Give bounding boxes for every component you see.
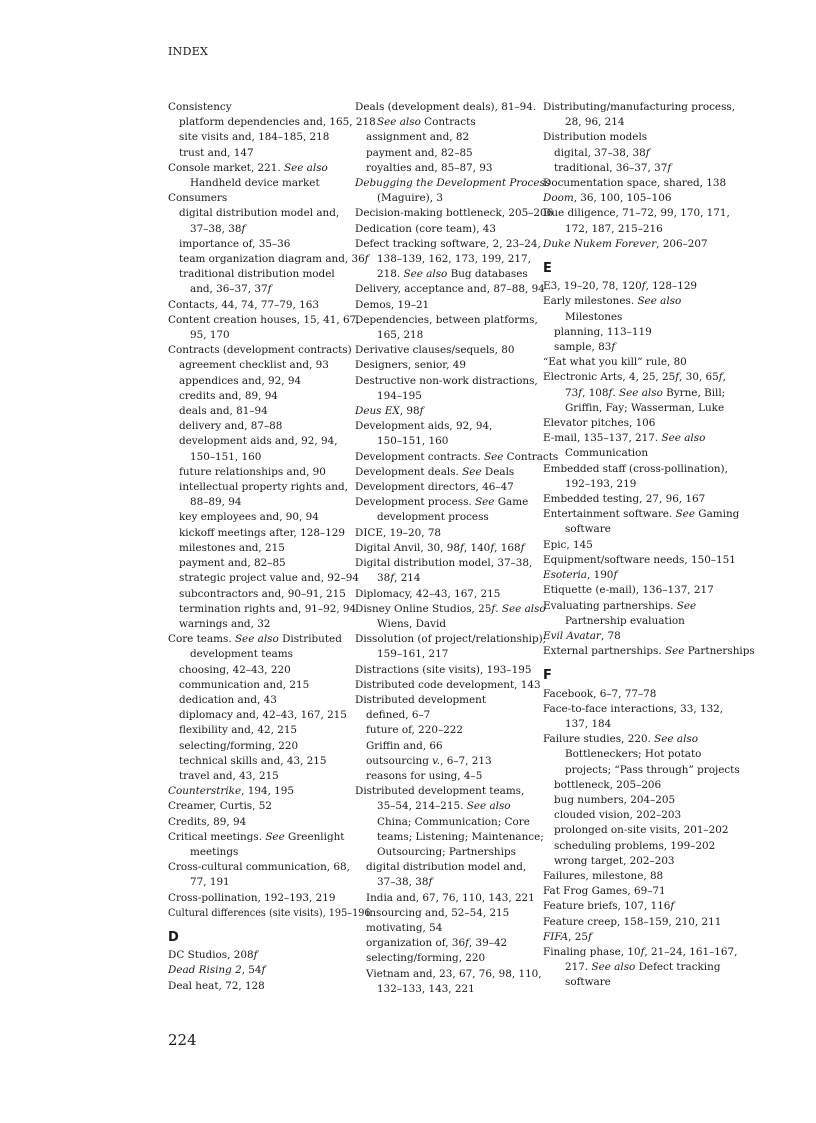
index-subentry: digital distribution model and, [179, 207, 340, 220]
index-entry: Development process. See Game [355, 496, 529, 509]
index-subentry: defined, 6–7 [366, 709, 431, 722]
index-entry: Finaling phase, 10f, 21–24, 161–167, [543, 945, 738, 958]
index-subentry: payment and, 82–85 [366, 146, 473, 159]
index-subentry: India and, 67, 76, 110, 143, 221 [366, 891, 535, 904]
index-entry: Early milestones. See also [543, 295, 682, 308]
index-subentry: traditional distribution model [179, 268, 335, 281]
index-continuation: 138–139, 162, 173, 199, 217, [377, 253, 531, 266]
index-continuation: See also Contracts [377, 116, 476, 129]
index-entry: Doom, 36, 100, 105–106 [543, 192, 672, 205]
index-entry: Cross-cultural communication, 68, [168, 861, 350, 874]
index-continuation: and, 36–37, 37f [190, 283, 272, 296]
index-subentry: team organization diagram and, 36f [179, 253, 369, 266]
index-subentry: organization of, 36f, 39–42 [366, 937, 508, 950]
index-entry: Diplomacy, 42–43, 167, 215 [355, 587, 501, 600]
index-continuation: software [565, 976, 611, 989]
index-subentry: Griffin and, 66 [366, 739, 443, 752]
index-subentry: deals and, 81–94 [179, 405, 268, 418]
index-entry: Distribution models [543, 131, 648, 144]
index-continuation: 159–161, 217 [377, 648, 449, 661]
index-subentry: digital, 37–38, 38f [554, 146, 650, 159]
index-entry: Distributed code development, 143 [355, 678, 541, 691]
index-subentry: sample, 83f [554, 341, 616, 354]
index-subentry: development aids and, 92, 94, [179, 435, 338, 448]
index-subentry: agreement checklist and, 93 [179, 359, 329, 372]
index-column-1 [168, 100, 376, 994]
index-continuation: China; Communication; Core [377, 815, 530, 828]
index-entry: “Eat what you kill” rule, 80 [543, 356, 687, 369]
index-subentry: payment and, 82–85 [179, 557, 286, 570]
index-continuation: Griffin, Fay; Wasserman, Luke [565, 401, 725, 414]
index-subentry: traditional, 36–37, 37f [554, 161, 672, 174]
index-continuation: 28, 96, 214 [565, 116, 625, 129]
running-head: INDEX [168, 45, 209, 58]
index-continuation: 165, 218 [377, 329, 424, 342]
index-entry: Development contracts. See Contracts [355, 450, 559, 463]
index-entry: Evaluating partnerships. See [543, 599, 697, 612]
index-subentry: selecting/forming, 220 [179, 739, 299, 752]
page-number: 224 [168, 1031, 197, 1049]
index-entry: Distributing/manufacturing process, [543, 101, 736, 113]
index-entry: Distractions (site visits), 193–195 [355, 663, 532, 676]
index-entry: Derivative clauses/sequels, 80 [355, 344, 515, 357]
index-continuation: Communication [565, 447, 649, 460]
index-entry: Dead Rising 2, 54f [168, 964, 266, 977]
index-entry: Defect tracking software, 2, 23–24, [355, 237, 541, 250]
index-entry: Console market, 221. See also [168, 161, 328, 174]
index-continuation: projects; “Pass through” projects [565, 763, 740, 776]
index-entry: Content creation houses, 15, 41, 67, [168, 313, 360, 326]
index-entry: Deal heat, 72, 128 [168, 979, 265, 992]
index-continuation: 150–151, 160 [190, 450, 262, 463]
index-entry: DC Studios, 208f [168, 949, 258, 962]
index-entry: Critical meetings. See Greenlight [168, 830, 345, 843]
index-subentry: kickoff meetings after, 128–129 [179, 526, 345, 539]
index-entry: Debugging the Development Process [355, 177, 551, 190]
index-continuation: 172, 187, 215–216 [565, 222, 663, 235]
index-continuation: Milestones [565, 310, 623, 323]
index-entry: Development directors, 46–47 [355, 481, 514, 494]
index-entry: Development aids, 92, 94, [355, 420, 493, 433]
index-continuation: 77, 191 [190, 876, 230, 889]
index-continuation: Wiens, David [377, 617, 446, 630]
index-entry: Deus EX, 98f [355, 405, 424, 418]
index-continuation: 95, 170 [190, 329, 230, 342]
index-entry: Evil Avatar, 78 [543, 629, 621, 642]
index-subentry: assignment and, 82 [366, 131, 470, 144]
index-subentry: technical skills and, 43, 215 [179, 754, 327, 767]
index-continuation: meetings [190, 845, 239, 858]
index-continuation: 194–195 [377, 389, 422, 402]
index-continuation: software [565, 523, 611, 536]
index-subentry: strategic project value and, 92–94 [179, 572, 359, 585]
index-entry: Entertainment software. See Gaming [543, 508, 740, 521]
index-subentry: bug numbers, 204–205 [554, 793, 676, 806]
index-entry: Consistency [168, 101, 232, 113]
index-subentry: wrong target, 202–203 [554, 854, 675, 867]
index-entry: Dissolution (of project/relationship), [355, 633, 546, 646]
index-continuation: 35–54, 214–215. See also [377, 800, 511, 813]
index-entry: Development deals. See Deals [355, 465, 515, 478]
index-subentry: key employees and, 90, 94 [179, 511, 319, 524]
index-subentry: scheduling problems, 199–202 [554, 839, 716, 852]
index-entry: Etiquette (e-mail), 136–137, 217 [543, 584, 714, 597]
index-entry: Contacts, 44, 74, 77–79, 163 [168, 298, 319, 311]
index-entry: DICE, 19–20, 78 [355, 526, 442, 539]
index-subentry: Vietnam and, 23, 67, 76, 98, 110, [366, 967, 542, 980]
index-entry: Designers, senior, 49 [355, 359, 466, 372]
index-subentry: flexibility and, 42, 215 [179, 724, 298, 737]
index-entry: Deals (development deals), 81–94. [355, 101, 537, 113]
index-continuation: teams; Listening; Maintenance; [377, 830, 544, 843]
index-entry: Core teams. See also Distributed [168, 633, 342, 646]
index-subentry: milestones and, 215 [179, 541, 285, 554]
index-subentry: platform dependencies and, 165, 218 [179, 116, 376, 129]
index-entry: Facebook, 6–7, 77–78 [543, 687, 657, 700]
index-continuation: development teams [190, 648, 293, 661]
index-subentry: appendices and, 92, 94 [179, 374, 302, 387]
index-continuation: 88–89, 94 [190, 496, 242, 509]
index-subentry: termination rights and, 91–92, 94 [179, 602, 357, 615]
index-column-2 [355, 100, 559, 997]
index-column-3 [543, 100, 755, 991]
index-continuation: 192–193, 219 [565, 477, 637, 490]
index-continuation: Handheld device market [190, 177, 320, 190]
index-entry: Demos, 19–21 [355, 298, 430, 311]
index-subentry: reasons for using, 4–5 [366, 769, 483, 782]
index-entry: External partnerships. See Partnerships [543, 645, 755, 658]
index-entry: E3, 19–20, 78, 120f, 128–129 [543, 280, 698, 293]
index-continuation: 150–151, 160 [377, 435, 449, 448]
index-subentry: intellectual property rights and, [179, 481, 348, 494]
index-entry: Distributed development [355, 693, 486, 706]
index-entry: Consumers [168, 192, 228, 205]
index-entry: Esoteria, 190f [543, 569, 618, 582]
index-subentry: travel and, 43, 215 [179, 769, 279, 782]
index-entry: Embedded staff (cross-pollination), [543, 462, 728, 475]
index-subentry: communication and, 215 [179, 678, 310, 691]
index-entry: Cultural differences (site visits), 195–196 [168, 906, 371, 919]
index-subentry: dedication and, 43 [179, 693, 277, 706]
index-entry: Epic, 145 [543, 538, 593, 551]
index-entry: Decision-making bottleneck, 205–206 [355, 207, 554, 220]
index-continuation: 37–38, 38f [377, 876, 433, 889]
section-letter: E [543, 261, 552, 277]
index-entry: Delivery, acceptance and, 87–88, 94 [355, 283, 545, 296]
index-entry: Disney Online Studios, 25f. See also [355, 602, 546, 615]
index-entry: Dependencies, between platforms, [355, 313, 538, 326]
index-entry: Digital Anvil, 30, 98f, 140f, 168f [355, 541, 525, 554]
index-entry: Face-to-face interactions, 33, 132, [543, 702, 724, 715]
index-entry: Destructive non-work distractions, [355, 374, 538, 387]
index-entry: Feature creep, 158–159, 210, 211 [543, 915, 722, 928]
index-entry: Duke Nukem Forever, 206–207 [543, 237, 708, 250]
index-entry: Digital distribution model, 37–38, [355, 557, 533, 570]
index-entry: FIFA, 25f [543, 930, 592, 943]
index-subentry: importance of, 35–36 [179, 237, 291, 250]
index-subentry: site visits and, 184–185, 218 [179, 131, 330, 144]
index-subentry: future relationships and, 90 [179, 465, 326, 478]
index-entry: Equipment/software needs, 150–151 [543, 553, 736, 566]
index-continuation: development process [377, 511, 489, 524]
index-subentry: planning, 113–119 [554, 325, 652, 338]
index-entry: Fat Frog Games, 69–71 [543, 885, 666, 898]
index-entry: Feature briefs, 107, 116f [543, 900, 675, 913]
index-subentry: diplomacy and, 42–43, 167, 215 [179, 709, 347, 722]
index-entry: Elevator pitches, 106 [543, 417, 656, 430]
index-subentry: bottleneck, 205–206 [554, 778, 662, 791]
index-subentry: delivery and, 87–88 [179, 420, 283, 433]
index-entry: Documentation space, shared, 138 [543, 177, 727, 190]
section-letter: D [168, 929, 179, 945]
index-continuation: (Maguire), 3 [377, 192, 443, 205]
index-continuation: Bottleneckers; Hot potato [565, 748, 702, 761]
index-entry: Creamer, Curtis, 52 [168, 800, 272, 813]
index-entry: E-mail, 135–137, 217. See also [543, 432, 706, 445]
index-entry: Failures, milestone, 88 [543, 869, 664, 882]
index-subentry: royalties and, 85–87, 93 [366, 161, 493, 174]
index-subentry: selecting/forming, 220 [366, 952, 486, 965]
index-entry: Contracts (development contracts) [168, 344, 352, 357]
index-entry: Distributed development teams, [355, 785, 525, 798]
index-continuation: 217. See also Defect tracking [565, 961, 721, 974]
index-subentry: prolonged on-site visits, 201–202 [554, 824, 729, 837]
index-entry: Embedded testing, 27, 96, 167 [543, 493, 706, 506]
index-subentry: trust and, 147 [179, 146, 254, 159]
index-subentry: credits and, 89, 94 [179, 389, 278, 402]
index-continuation: Partnership evaluation [565, 614, 685, 627]
index-subentry: outsourcing v., 6–7, 213 [366, 754, 492, 767]
index-continuation: 137, 184 [565, 717, 612, 730]
index-subentry: choosing, 42–43, 220 [179, 663, 291, 676]
index-continuation: 132–133, 143, 221 [377, 982, 475, 995]
index-continuation: 218. See also Bug databases [377, 268, 528, 281]
index-continuation: 38f, 214 [377, 572, 421, 585]
section-letter: F [543, 668, 552, 684]
index-entry: Counterstrike, 194, 195 [168, 785, 295, 798]
index-entry: Dedication (core team), 43 [355, 222, 497, 235]
index-entry: Cross-pollination, 192–193, 219 [168, 891, 336, 904]
index-continuation: 73f, 108f. See also Byrne, Bill; [565, 386, 726, 399]
index-subentry: subcontractors and, 90–91, 215 [179, 587, 346, 600]
index-subentry: warnings and, 32 [179, 617, 271, 630]
index-entry: Credits, 89, 94 [168, 815, 247, 828]
index-entry: Due diligence, 71–72, 99, 170, 171, [543, 207, 730, 220]
index-subentry: future of, 220–222 [366, 724, 464, 737]
index-entry: Electronic Arts, 4, 25, 25f, 30, 65f, [543, 371, 726, 384]
index-entry: Failure studies, 220. See also [543, 733, 698, 746]
index-subentry: digital distribution model and, [366, 861, 527, 874]
index-subentry: insourcing and, 52–54, 215 [366, 906, 510, 919]
index-subentry: clouded vision, 202–203 [554, 809, 682, 822]
index-continuation: 37–38, 38f [190, 222, 246, 235]
index-subentry: motivating, 54 [366, 921, 443, 934]
index-continuation: Outsourcing; Partnerships [377, 845, 516, 858]
